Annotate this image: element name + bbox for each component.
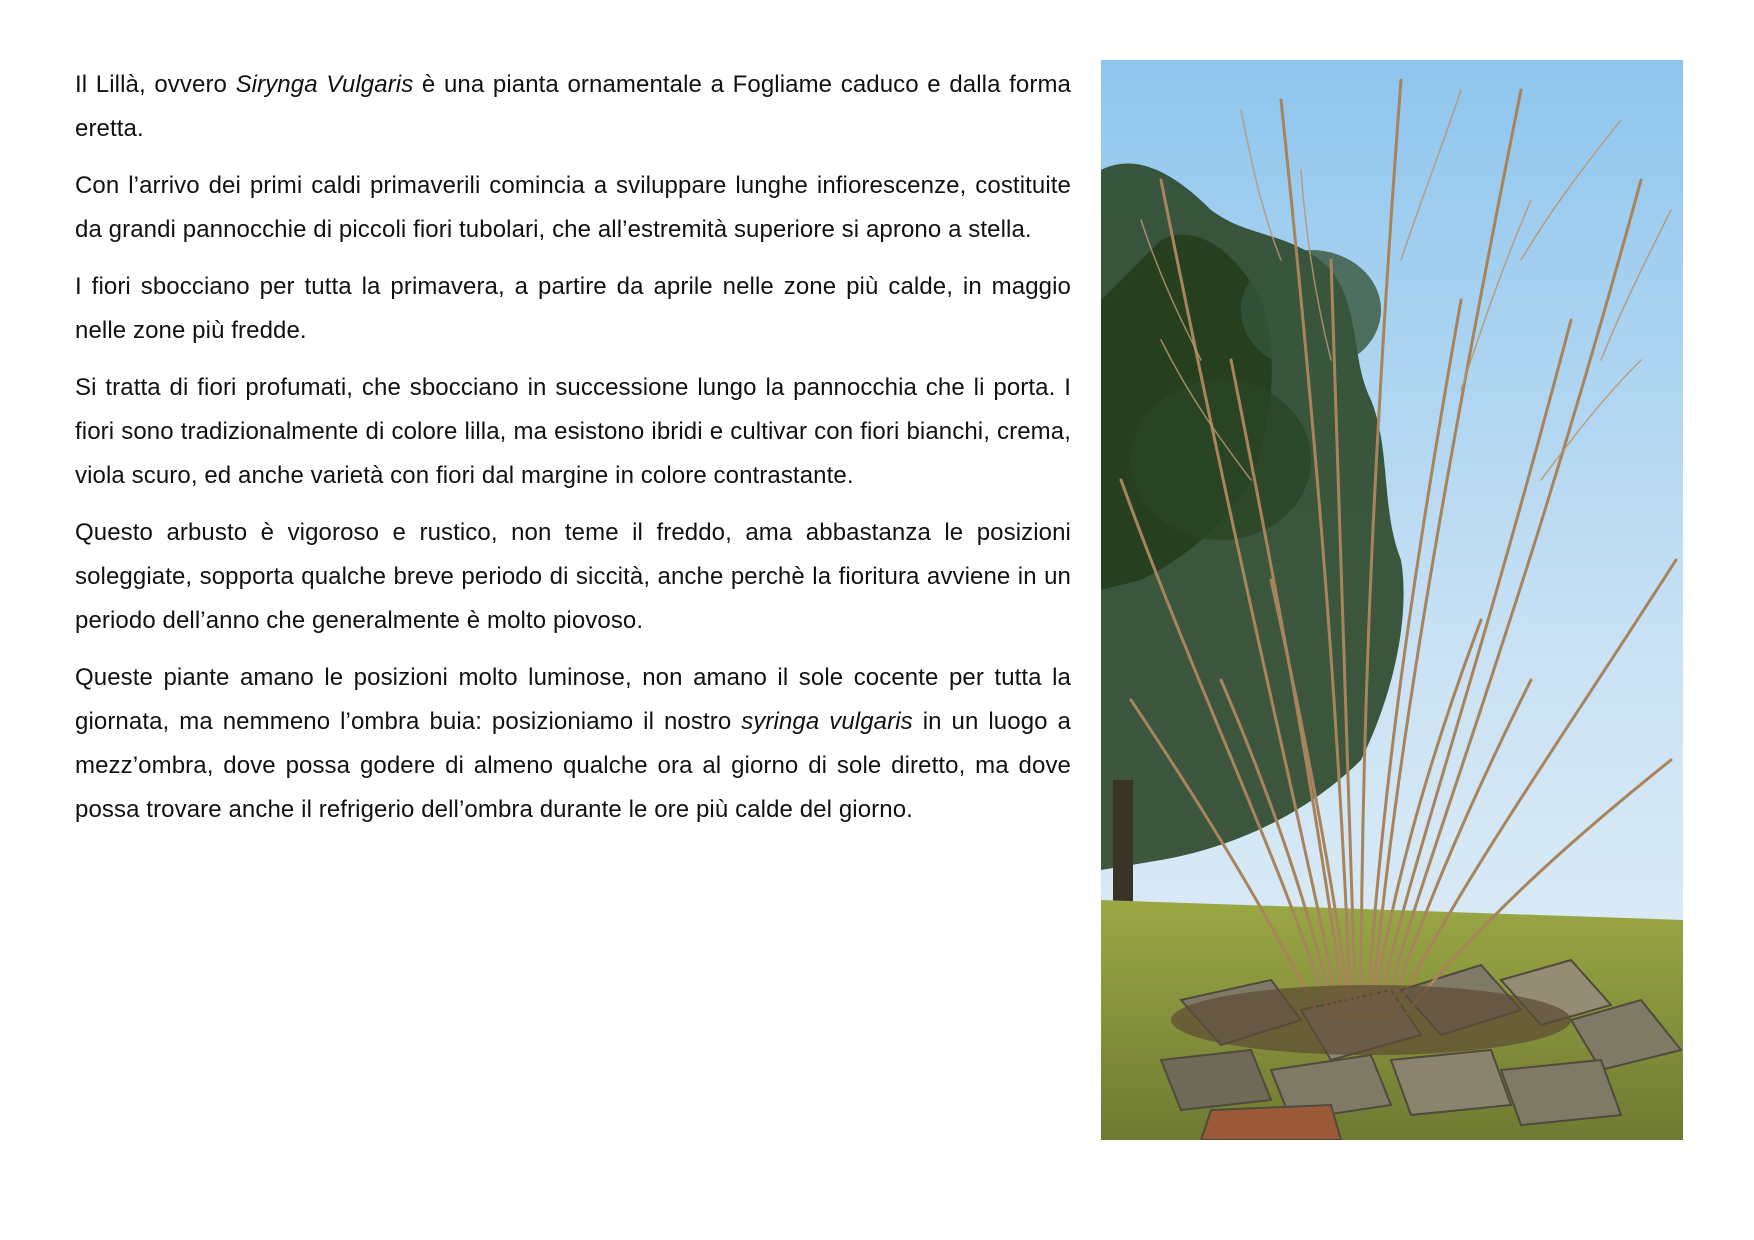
text-segment: è una pianta ornamentale a Fogliame caduco e dalla forma eretta. [75,71,1071,142]
text-segment: I fiori sbocciano per tutta la primavera, a partire da aprile nelle zone più calde, in maggio nelle zone più fredde. [75,273,1071,344]
body-text [75,63,1071,845]
text-segment: Il Lillà, ovvero [75,71,236,98]
paragraph [75,366,1071,498]
leaf-litter [1171,985,1571,1055]
paragraph [75,63,1071,151]
italic-term: Sirynga Vulgaris [235,71,414,98]
italic-term: syringa vulgaris [741,708,913,735]
text-segment: Questo arbusto è vigoroso e rustico, non teme il freddo, ama abbastanza le posizioni soleggiate, sopporta qualche breve periodo di siccità, anche perchè la fioritura avviene in un periodo dell’anno che generalmente è molto piovoso. [75,519,1071,634]
paragraph [75,656,1071,832]
paragraph [75,511,1071,643]
text-segment: Con l’arrivo dei primi caldi primaverili comincia a sviluppare lunghe infiorescenze, costituite da grandi pannocchie di piccoli fiori tubolari, che all’estremità superiore si aprono a stella. [75,172,1071,243]
paragraph [75,265,1071,353]
photo-illustration [1101,60,1683,1140]
text-segment: in un luogo a mezz’ombra, dove possa godere di almeno qualche ora al giorno di sole diretto, ma dove possa trovare anche il refrigerio dell’ombra durante le ore più calde del giorno. [75,708,1071,823]
paragraph [75,164,1071,252]
text-segment: Queste piante amano le posizioni molto luminose, non amano il sole cocente per tutta la giornata, ma nemmeno l’ombra buia: posizioniamo il nostro [75,664,1071,735]
lilac-shrub-photo [1101,60,1683,1140]
text-segment: Si tratta di fiori profumati, che sbocciano in successione lungo la pannocchia che li porta. I fiori sono tradizionalmente di colore lilla, ma esistono ibridi e cultivar con fiori bianchi, crema, viola scuro, ed anche varietà con fiori dal margine in colore contrastante. [75,374,1071,489]
